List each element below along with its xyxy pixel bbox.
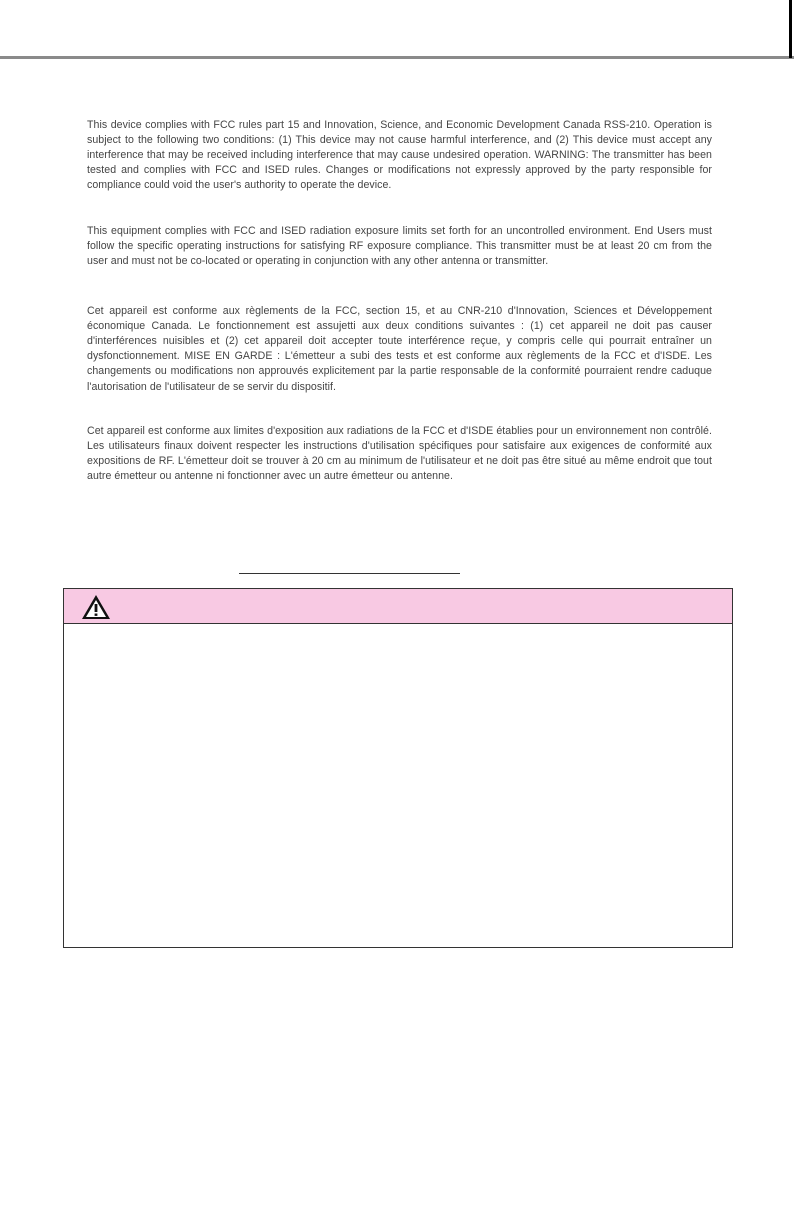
section-title-underline xyxy=(239,573,460,574)
fcc-notice-english: This device complies with FCC rules part 15 and Innovation, Science, and Economic Development Canada RSS-210. Operation is subject to the following two conditions: (1) This device may not cause harmful interference, and (2) This device must accept any interference that may be received including interference that may cause undesired operation. WARNING: The transmitter has been tested and complies with FCC and ISED rules. Changes or modifications not expressly approved by the party responsible for compliance could void the user's authority to operate the device. xyxy=(87,118,712,192)
warning-body xyxy=(64,624,732,948)
edge-tab-marker xyxy=(789,0,792,58)
rf-exposure-notice-english: This equipment complies with FCC and ISED radiation exposure limits set forth for an uncontrolled environment. End Users must follow the specific operating instructions for satisfying RF exposure compliance. This transmitter must be at least 20 cm from the user and must not be co-located or operating in conjunction with any other antenna or transmitter. xyxy=(87,224,712,267)
rf-exposure-notice-french: Cet appareil est conforme aux limites d'exposition aux radiations de la FCC et d'ISDE établies pour un environnement non contrôlé. Les utilisateurs finaux doivent respecter les instructions d'utilisation spécifiques pour satisfaire aux exigences de conformité aux expositions de RF. L'émetteur doit se trouver à 20 cm au minimum de l'utilisateur et ne doit pas être situé au même endroit que tout autre émetteur ou antenne ni fonctionner avec un autre émetteur ou antenne. xyxy=(87,424,712,483)
header-rule xyxy=(0,56,794,59)
warning-header xyxy=(64,589,732,624)
fcc-notice-french: Cet appareil est conforme aux règlements de la FCC, section 15, et au CNR-210 d'Innovation, Sciences et Développement économique Canada. Le fonctionnement est assujetti aux deux conditions suivantes : (1) cet appareil ne doit pas causer d'interférences nuisibles et (2) cet appareil doit accepter toute interférence reçue, y compris celle qui pourrait entraîner un dysfonctionnement. MISE EN GARDE : L'émetteur a subi des tests et est conforme aux règlements de la FCC et d'ISDE. Les changements ou modifications non approuvés explicitement par la partie responsable de la conformité pourraient rendre caduque l'autorisation de l'utilisateur de se servir du dispositif. xyxy=(87,304,712,393)
warning-box xyxy=(63,588,733,948)
warning-triangle-icon xyxy=(81,594,111,620)
